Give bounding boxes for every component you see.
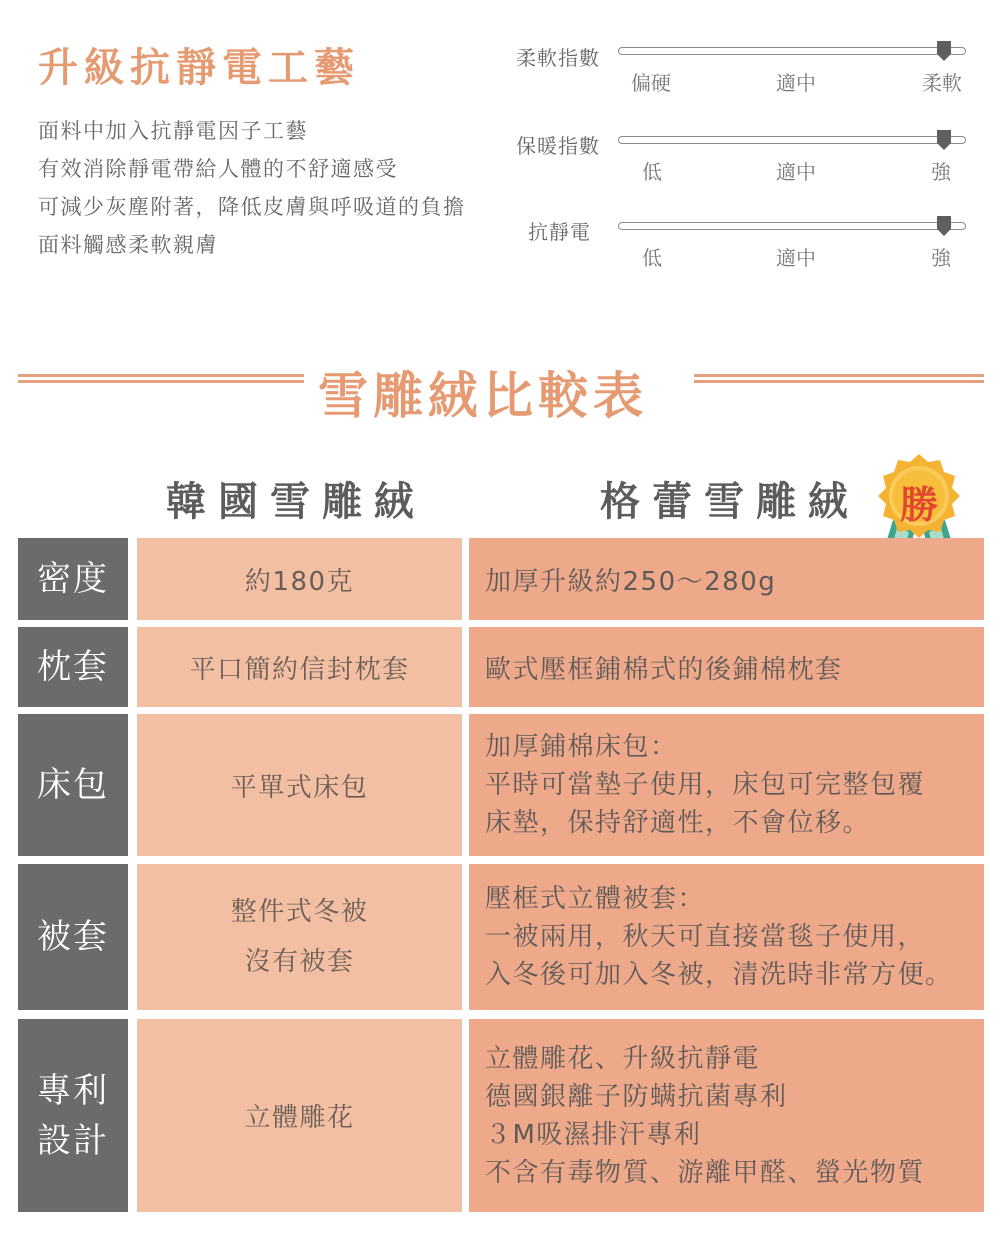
description-line: 有效消除靜電帶給人體的不舒適感受 bbox=[38, 157, 398, 181]
korean-cell-density bbox=[137, 538, 462, 620]
cell-text: 加厚鋪棉床包： bbox=[485, 732, 678, 762]
title-divider-left bbox=[18, 374, 304, 383]
cell-text: 歐式壓框鋪棉式的後鋪棉枕套 bbox=[485, 654, 843, 685]
gelei-cell-density bbox=[469, 538, 984, 620]
cell-text: 平單式床包 bbox=[230, 772, 369, 803]
rating-track-antistatic bbox=[618, 222, 966, 230]
cell-text: 立體雕花、升級抗靜電 bbox=[485, 1043, 761, 1074]
gelei-cell-pillowcase bbox=[469, 627, 984, 707]
korean-cell-pillowcase bbox=[137, 627, 462, 707]
cell-text: 德國銀離子防螨抗菌專利 bbox=[485, 1081, 788, 1112]
comparison-title: 雪雕絨比較表 bbox=[318, 367, 648, 425]
cell-text: 加厚升級約250～280g bbox=[485, 566, 777, 597]
rating-label-antistatic: 抗靜電 bbox=[528, 220, 591, 244]
row-label-density bbox=[18, 538, 128, 620]
cell-text: 立體雕花 bbox=[244, 1103, 355, 1133]
korean-cell-fitted-sheet bbox=[137, 714, 462, 856]
gelei-cell-patent-design bbox=[469, 1019, 984, 1212]
column-header-korean: 韓國雪雕絨 bbox=[166, 479, 426, 525]
cell-text: 平口簡約信封枕套 bbox=[189, 654, 410, 685]
scale-high: 柔軟 bbox=[922, 71, 962, 95]
row-label-fitted-sheet bbox=[18, 714, 128, 856]
row-label-patent-design bbox=[18, 1019, 128, 1212]
cell-text: 入冬後可加入冬被，清洗時非常方便。 bbox=[485, 960, 953, 990]
scale-mid: 適中 bbox=[776, 160, 816, 184]
scale-high: 強 bbox=[931, 160, 951, 184]
description-line: 可減少灰塵附著，降低皮膚與呼吸道的負擔 bbox=[38, 195, 466, 219]
cell-text: 整件式冬被 bbox=[230, 897, 369, 927]
scale-high: 強 bbox=[931, 246, 951, 270]
description-line: 面料中加入抗靜電因子工藝 bbox=[38, 119, 308, 143]
rating-marker-icon bbox=[936, 215, 952, 237]
scale-low: 偏硬 bbox=[631, 71, 671, 95]
cell-text: 一被兩用，秋天可直接當毯子使用， bbox=[485, 922, 926, 952]
rating-marker-icon bbox=[936, 129, 952, 151]
row-label-text: 枕套 bbox=[37, 647, 109, 687]
row-label-text: 設計 bbox=[37, 1120, 109, 1161]
scale-mid: 適中 bbox=[776, 246, 816, 270]
rating-label-softness: 柔軟指數 bbox=[516, 46, 600, 70]
feature-description bbox=[38, 112, 466, 264]
scale-low: 低 bbox=[642, 160, 662, 184]
winner-badge-text: 勝 bbox=[899, 483, 938, 527]
gelei-cell-duvet-cover bbox=[469, 864, 984, 1010]
cell-text: ３M吸濕排汗專利 bbox=[485, 1119, 702, 1150]
description-line: 面料觸感柔軟親膚 bbox=[38, 233, 218, 257]
korean-cell-patent-design bbox=[137, 1019, 462, 1212]
row-label-text: 密度 bbox=[37, 559, 109, 599]
column-header-gelei: 格蕾雪雕絨 bbox=[600, 479, 860, 525]
row-label-duvet-cover bbox=[18, 864, 128, 1010]
cell-text: 沒有被套 bbox=[244, 947, 355, 977]
rating-track-warmth bbox=[618, 136, 966, 144]
cell-text: 約180克 bbox=[244, 566, 355, 597]
row-label-text: 床包 bbox=[37, 765, 109, 805]
row-label-text: 專利 bbox=[37, 1070, 109, 1111]
section-title: 升級抗靜電工藝 bbox=[38, 45, 360, 91]
row-label-pillowcase bbox=[18, 627, 128, 707]
scale-low: 低 bbox=[642, 246, 662, 270]
rating-marker-icon bbox=[936, 40, 952, 62]
cell-text: 不含有毒物質、游離甲醛、螢光物質 bbox=[485, 1157, 926, 1188]
gelei-cell-fitted-sheet bbox=[469, 714, 984, 856]
scale-mid: 適中 bbox=[776, 71, 816, 95]
cell-text: 平時可當墊子使用，床包可完整包覆 bbox=[485, 770, 926, 800]
row-label-text: 被套 bbox=[37, 917, 109, 957]
rating-track-softness bbox=[618, 47, 966, 55]
rating-label-warmth: 保暖指數 bbox=[516, 134, 600, 158]
title-divider-right bbox=[694, 374, 984, 383]
cell-text: 床墊，保持舒適性，不會位移。 bbox=[485, 808, 871, 838]
cell-text: 壓框式立體被套： bbox=[485, 884, 706, 914]
korean-cell-duvet-cover bbox=[137, 864, 462, 1010]
